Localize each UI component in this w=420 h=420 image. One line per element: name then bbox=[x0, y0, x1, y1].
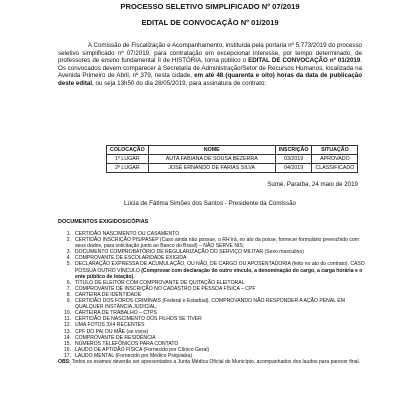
results-table bbox=[106, 145, 358, 173]
item-number: 4. bbox=[66, 255, 71, 262]
column-header: NOME bbox=[148, 146, 275, 155]
column-header: COLOCAÇÃO bbox=[107, 146, 149, 155]
observation-note bbox=[58, 359, 368, 365]
table-row bbox=[107, 155, 358, 164]
item-number: 8. bbox=[66, 291, 71, 298]
item-text: UMA FOTOS 3X4 RECENTES bbox=[75, 322, 145, 329]
item-text: CPF DO PAI OU MÃE (se vivos) bbox=[75, 328, 149, 335]
item-text: DOCUMENTO COMPROBATÓRIO DE REGULARIZAÇÃO DO SERVIÇO MILITAR (Sexo masculino) bbox=[75, 249, 304, 256]
table-cell: JOSÉ ERNANDO DE FARIAS SILVA bbox=[148, 164, 275, 173]
item-number: 17. bbox=[63, 352, 71, 359]
list-item bbox=[58, 261, 368, 279]
item-text bbox=[75, 261, 368, 279]
item-text-part: DECLARAÇÃO EXPRESSA DE ACUMULAÇÃO, OU NÃO, DE CARGO OU APOSENTADORIA (feito no ato do contrato). CASO POSSUA OUTRO VÍNCULO bbox=[75, 261, 365, 274]
item-number: 9. bbox=[66, 298, 71, 305]
item-emphasis: (Comprovar com declaração do outro vínculo, a denominação do cargo, a carga horária e o ente público de lotação) bbox=[75, 267, 363, 280]
observation-label: OBS bbox=[58, 358, 70, 365]
table-cell: APROVADO bbox=[312, 155, 358, 164]
table-cell: 04/2019 bbox=[275, 164, 312, 173]
column-header: SITUAÇÃO bbox=[312, 146, 358, 155]
item-number: 7. bbox=[66, 285, 71, 292]
item-number: 6. bbox=[66, 279, 71, 286]
list-item bbox=[58, 237, 368, 249]
item-text: CERTIDÃO DE NASCIMENTO DOS FILHOS SE TIVER bbox=[75, 316, 202, 323]
paragraph-emphasis-1: EDITAL DE CONVOCAÇÃO nº 01/2019 bbox=[248, 57, 361, 65]
item-text: COMPROVANTE DE ESCOLARIDADE EXIGIDA bbox=[75, 255, 187, 262]
list-item bbox=[58, 298, 368, 310]
edital-title: EDITAL DE CONVOCAÇÃO Nº 01/2019 bbox=[141, 18, 279, 27]
item-text-part: . bbox=[133, 273, 135, 280]
item-text: LAUDO DE APTIDÃO FÍSICA (Fornecido por Clínico Geral) bbox=[75, 346, 210, 353]
item-text: COMPROVANTE DE RESIDÊNCIA bbox=[75, 334, 156, 341]
item-number: 16. bbox=[63, 346, 71, 353]
paragraph-text-1: A Comissão de Fiscalização e Acompanhamento, instituída pela portaria nº 5.773/2019 do processo seletivo simplificado nº 07/2019, para contratação em excepcional interesse, por tempo determinado, de professores de ensino fundamental II de HISTÓRIA, torna público o bbox=[58, 42, 362, 65]
documents-list bbox=[58, 231, 368, 365]
item-text: CERTIDÃO INSCRIÇÃO PIS/PASEP (Caso ainda não possue, o RH irá, no ato da posse, fornecer formulário preenchido com seus dados, para solicitação junto ao Banco do Brasil) – NÃO SERVE NIS; bbox=[75, 237, 359, 250]
document-title: PROCESSO SELETIVO SIMPLIFICADO Nº 07/2019 bbox=[120, 2, 300, 11]
table-cell: 1º LUGAR bbox=[107, 155, 149, 164]
convocation-paragraph bbox=[58, 42, 362, 88]
table-cell: 2º LUGAR bbox=[107, 164, 149, 173]
item-number: 3. bbox=[66, 249, 71, 256]
table-cell: CLASSIFICADO bbox=[312, 164, 358, 173]
paragraph-emphasis-2: em até 48 (quarenta e oito) horas da data de publicação deste edital bbox=[58, 72, 362, 87]
item-number: 15. bbox=[63, 340, 71, 347]
item-number: 5. bbox=[66, 261, 71, 268]
item-number: 1. bbox=[66, 231, 71, 237]
item-text: CERTIDÃO NASCIMENTO OU CASAMENTO bbox=[75, 231, 180, 237]
item-number: 13. bbox=[63, 328, 71, 335]
table-cell: AUTA FABIANA DE SOUSA BEZERRA bbox=[148, 155, 275, 164]
table-header-row bbox=[107, 146, 358, 155]
table-row bbox=[107, 164, 358, 173]
item-number: 11. bbox=[64, 316, 71, 323]
column-header: INSCRIÇÃO bbox=[275, 146, 312, 155]
item-text: LAUDO MENTAL (Fornecido por Médico Psiquiatra) bbox=[75, 352, 193, 359]
item-text: COMPROVANTE DE INSCRIÇÃO NO CADASTRO DE PESSOA FÍSICA – CPF bbox=[75, 285, 256, 292]
document-date: Sumé, Paraíba, 24 maio de 2019 bbox=[267, 181, 358, 188]
item-text: CERTIDÃO DOS FOROS CRIMINAIS (Federal e Estadual), COMPROVANDO NÃO RESPONDER A AÇÃO PENAL EM QUALQUER INSTÂNCIA JUDICIAL; bbox=[75, 298, 345, 311]
item-number: 12. bbox=[63, 322, 71, 329]
item-number: 10. bbox=[63, 310, 71, 317]
item-number: 2. bbox=[66, 237, 71, 244]
paragraph-text-3: , ou seja 13h50 do dia 28/05/2019, para assinatura de contrato: bbox=[92, 79, 267, 87]
item-text: CARTEIRA DE TRABALHO – CTPS bbox=[75, 310, 157, 317]
paragraph-text-2: . Os convocados devem comparecer à Secretaria de Administração/Setor de Recursos Humanos, localizada na Avenida Primeiro de Abril, nº 379, nesta cidade, bbox=[58, 57, 362, 80]
signature-line: Lúcia de Fátima Simões dos Santos - Presidente da Comissão bbox=[124, 200, 296, 207]
item-text: TÍTULO DE ELEITOR COM COMPROVANTE DE QUITAÇÃO ELEITORAL bbox=[75, 279, 245, 286]
item-number: 14. bbox=[63, 334, 71, 341]
observation-text: : Todos os exames deverão ser apresentados a Junta Médica Oficial do Município, acompanhados dos laudos para parecer final. bbox=[69, 358, 361, 365]
item-text: CARTEIRA DE IDENTIDADE bbox=[75, 291, 142, 298]
table-cell: 03/2019 bbox=[275, 155, 312, 164]
documents-title: DOCUMENTOS EXIGIDOS/CÓPIAS bbox=[58, 219, 149, 225]
item-text: NÚMEROS TELEFÔNICOS PARA CONTATO bbox=[75, 340, 179, 347]
